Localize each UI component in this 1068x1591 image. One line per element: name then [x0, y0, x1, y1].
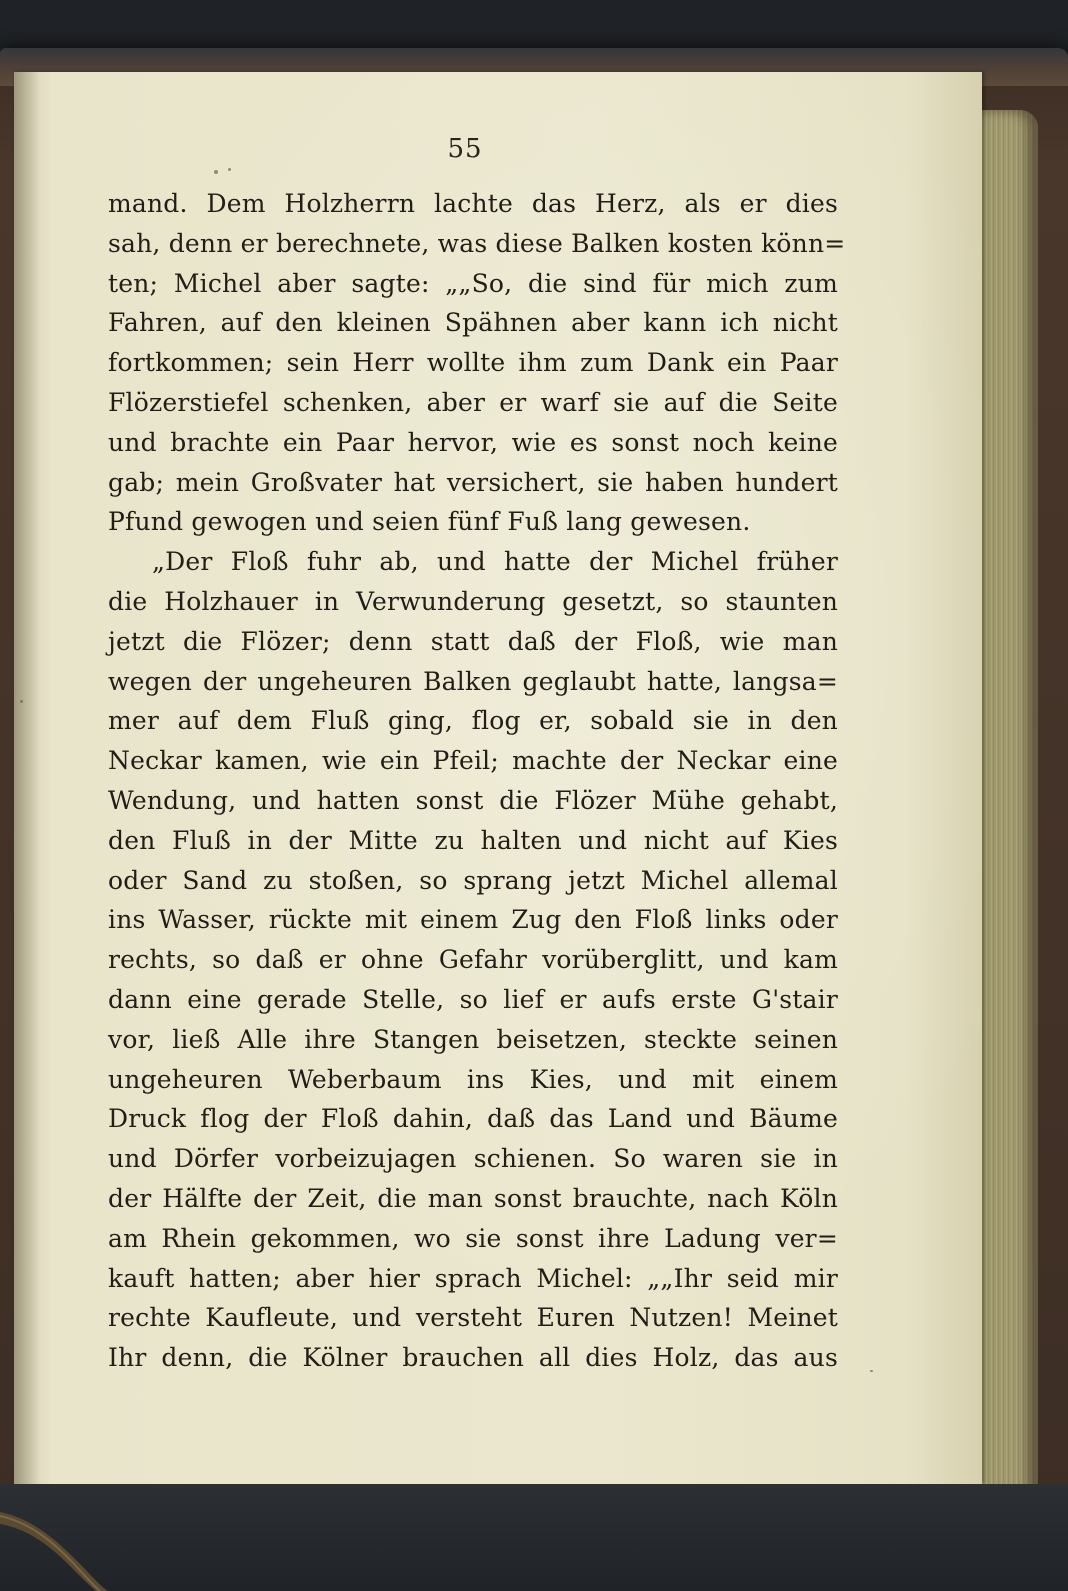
- text-line: oder Sand zu stoßen, so sprang jetzt Michel allemal: [108, 865, 838, 895]
- text-line: Wendung, und hatten sonst die Flözer Mühe gehabt,: [108, 785, 838, 815]
- text-line: vor, ließ Alle ihre Stangen beisetzen, steckte seinen: [108, 1024, 838, 1054]
- text-line: am Rhein gekommen, wo sie sonst ihre Ladung ver=: [108, 1223, 838, 1253]
- text-line: ins Wasser, rückte mit einem Zug den Floß links oder: [108, 905, 838, 935]
- text-line: mand. Dem Holzherrn lachte das Herz, als er dies: [108, 189, 838, 218]
- text-line: gab; mein Großvater hat versichert, sie haben hundert: [108, 467, 838, 497]
- paper-speck: [228, 168, 231, 171]
- text-line: rechte Kaufleute, und versteht Euren Nutzen! Meinet: [108, 1303, 838, 1333]
- text-line: Ihr denn, die Kölner brauchen all dies Holz, das aus: [108, 1343, 838, 1373]
- text-line: Flözerstiefel schenken, aber er warf sie auf die Seite: [108, 387, 838, 417]
- text-line: und Dörfer vorbeizujagen schienen. So waren sie in: [108, 1144, 838, 1174]
- paper-speck: [214, 170, 218, 174]
- text-line: dann eine gerade Stelle, so lief er aufs erste G'stair: [108, 984, 838, 1014]
- book-page: [14, 72, 982, 1484]
- page-gutter-shadow: [14, 72, 40, 1484]
- text-line: die Holzhauer in Verwunderung gesetzt, so staunten: [108, 586, 838, 616]
- text-line: der Hälfte der Zeit, die man sonst brauchte, nach Köln: [108, 1183, 838, 1213]
- text-line: wegen der ungeheuren Balken geglaubt hatte, langsa=: [108, 666, 838, 696]
- text-line: Neckar kamen, wie ein Pfeil; machte der Neckar eine: [108, 746, 838, 776]
- text-line: kauft hatten; aber hier sprach Michel: „„Ihr seid mir: [108, 1263, 838, 1293]
- text-line: rechts, so daß er ohne Gefahr vorüberglitt, und kam: [108, 945, 838, 975]
- paper-speck: [20, 700, 23, 703]
- paper-speck: [870, 1370, 873, 1372]
- text-line: ten; Michel aber sagte: „„So, die sind für mich zum: [108, 268, 838, 298]
- text-line: Druck flog der Floß dahin, daß das Land und Bäume: [108, 1104, 838, 1134]
- page-body-text: [108, 184, 846, 1378]
- text-line: jetzt die Flözer; denn statt daß der Floß, wie man: [108, 626, 838, 656]
- text-line: und brachte ein Paar hervor, wie es sonst noch keine: [108, 427, 838, 457]
- text-line: den Fluß in der Mitte zu halten und nicht auf Kies: [108, 825, 838, 855]
- text-line: ungeheuren Weberbaum ins Kies, und mit einem: [108, 1064, 838, 1094]
- text-line: sah, denn er berechnete, was diese Balken kosten könn=: [108, 228, 846, 258]
- background-surface: [0, 1484, 1068, 1591]
- text-line: mer auf dem Fluß ging, flog er, sobald sie in den: [108, 706, 838, 736]
- page-number: 55: [447, 134, 483, 164]
- text-line: Pfund gewogen und seien fünf Fuß lang gewesen.: [108, 507, 751, 537]
- text-line: „Der Floß fuhr ab, und hatte der Michel früher: [152, 547, 838, 577]
- text-line: Fahren, auf den kleinen Spähnen aber kann ich nicht: [108, 308, 838, 338]
- text-line: fortkommen; sein Herr wollte ihm zum Dank ein Paar: [108, 348, 838, 378]
